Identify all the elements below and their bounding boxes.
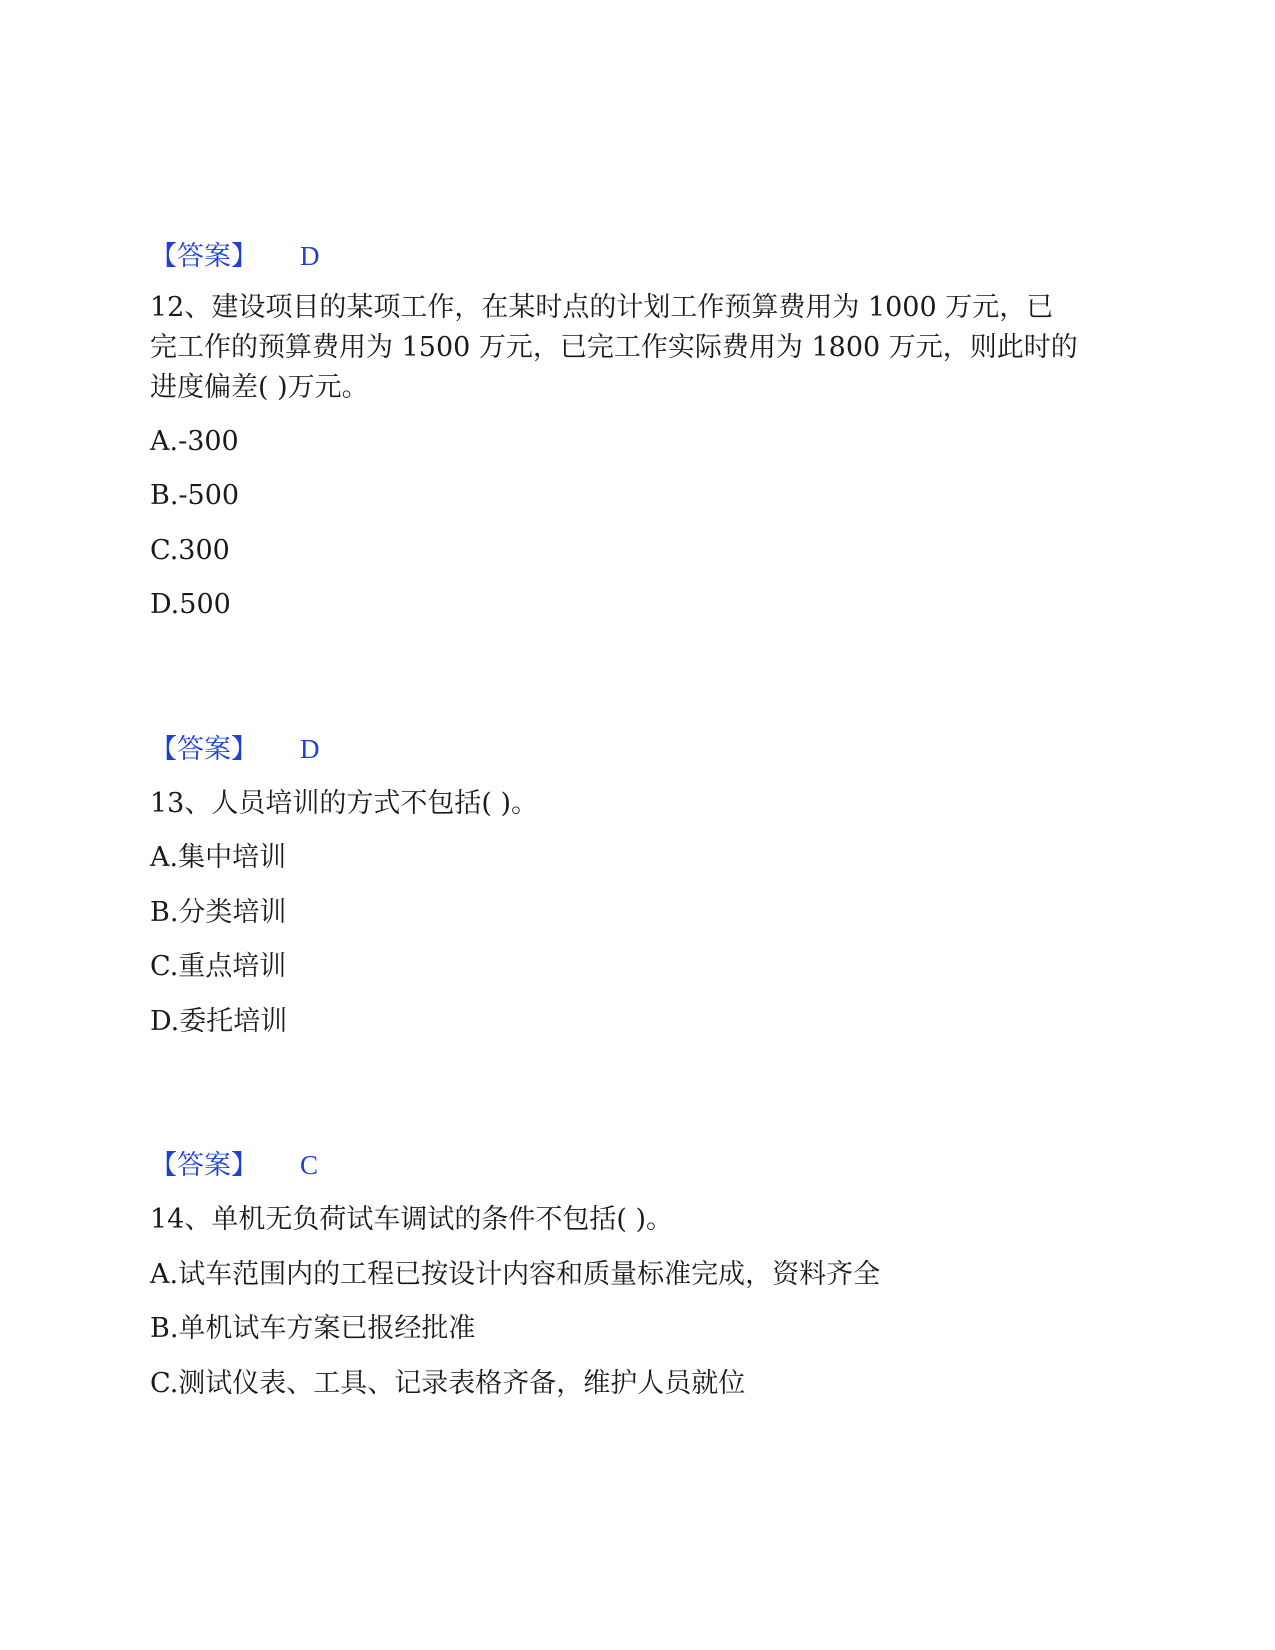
question-12-text — [150, 288, 1130, 408]
option-a: A.-300 — [150, 426, 239, 457]
answer-value: D — [300, 734, 320, 764]
answer-value: C — [300, 1150, 319, 1180]
question-text-row: 进度偏差( )万元。 — [150, 372, 369, 403]
answer-line — [150, 729, 320, 770]
option-c: C.测试仪表、工具、记录表格齐备，维护人员就位 — [150, 1368, 746, 1399]
option-a: A.试车范围内的工程已按设计内容和质量标准完成，资料齐全 — [150, 1259, 881, 1290]
option-c: C.300 — [150, 535, 230, 566]
answer-tag: 【答案】 — [150, 1150, 258, 1181]
answer-tag: 【答案】 — [150, 734, 258, 765]
option-c: C.重点培训 — [150, 951, 287, 982]
option-b: B.分类培训 — [150, 897, 287, 928]
question-14-text — [150, 1200, 1130, 1240]
option-a: A.集中培训 — [150, 842, 287, 873]
answer-tag: 【答案】 — [150, 241, 258, 272]
question-text-row: 13、人员培训的方式不包括( )。 — [150, 788, 539, 819]
question-text-row: 完工作的预算费用为 1500 万元，已完工作实际费用为 1800 万元，则此时的 — [150, 332, 1078, 363]
option-b: B.-500 — [150, 480, 240, 511]
question-text-row: 14、单机无负荷试车调试的条件不包括( )。 — [150, 1204, 674, 1235]
question-text-row: 12、建设项目的某项工作，在某时点的计划工作预算费用为 1000 万元，已 — [150, 292, 1054, 323]
option-b: B.单机试车方案已报经批准 — [150, 1313, 476, 1344]
answer-line — [150, 1145, 318, 1186]
option-d: D.委托培训 — [150, 1006, 288, 1037]
question-13-text — [150, 784, 1130, 824]
option-d: D.500 — [150, 589, 231, 620]
answer-value: D — [300, 241, 320, 271]
answer-line — [150, 236, 320, 277]
